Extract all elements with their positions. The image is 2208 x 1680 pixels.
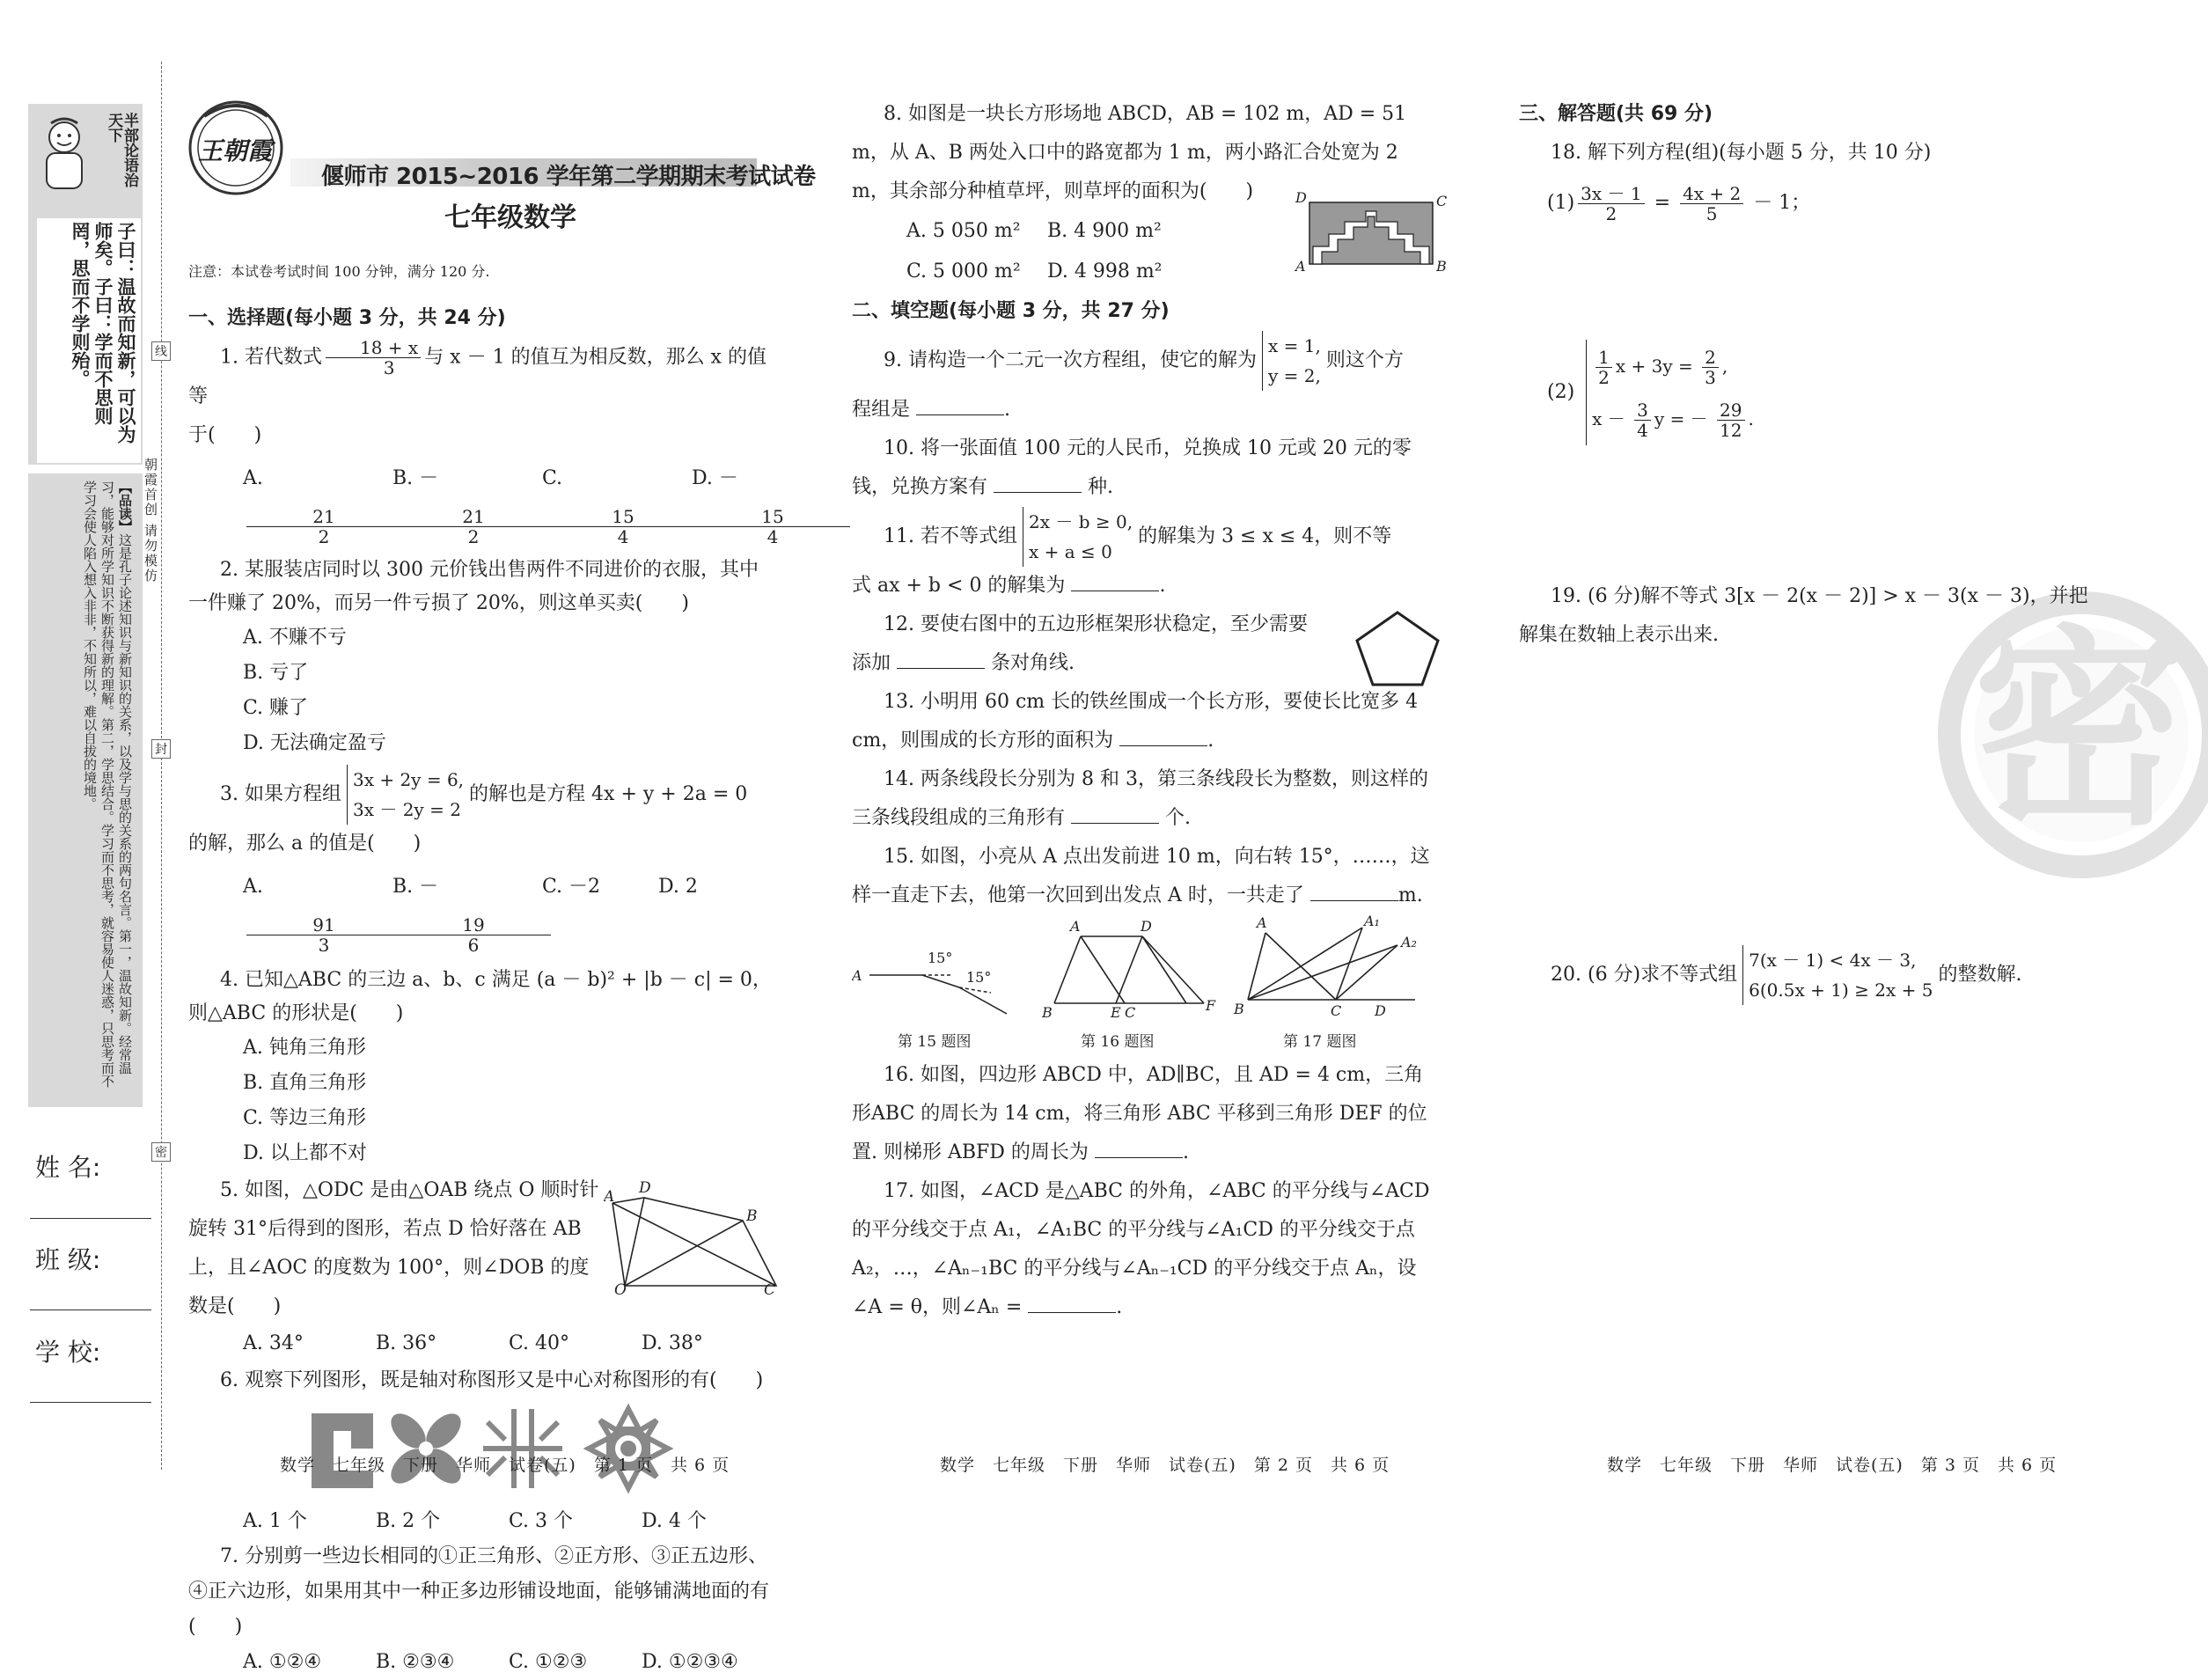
q18-1-eq: =: [1654, 192, 1671, 214]
q11-eq2: x + a ≤ 0: [1028, 541, 1112, 562]
sidebar-reading: [37, 481, 134, 1097]
school-line[interactable]: [30, 1402, 151, 1403]
q11-answer-blank[interactable]: [1071, 571, 1159, 591]
q1-option-d[interactable]: [692, 455, 841, 550]
frac-num: 15: [695, 507, 850, 527]
svg-text:C: C: [1436, 193, 1448, 209]
question-15: [852, 838, 1441, 915]
section3-heading: 三、解答题(共 69 分): [1519, 103, 1713, 125]
question-5: 5. 如图，△ODC 是由△OAB 绕点 O 顺时针旋转 31°后得到的图形，若点 D 恰好落在 AB 上，且∠AOC 的度数为 100°，则∠DOB 的度数是( ): [188, 1179, 599, 1317]
q20-eq2: 6(0.5x + 1) ≥ 2x + 5: [1749, 979, 1933, 1001]
q9-eq2: y = 2,: [1268, 365, 1321, 386]
q1-option-a[interactable]: [243, 455, 392, 550]
q6-option-b[interactable]: B. 2 个: [376, 1509, 441, 1532]
frac-den: 3: [318, 934, 330, 956]
q10-answer-blank[interactable]: [994, 473, 1082, 493]
mascot-icon: [33, 116, 95, 195]
q1-text-a: 1. 若代数式: [220, 346, 322, 369]
q5-option-c[interactable]: C. 40°: [509, 1332, 570, 1354]
name-label: 姓 名:: [35, 1153, 101, 1182]
frac: [1634, 400, 1651, 440]
q1-frac-num: 18 + x: [326, 338, 421, 358]
sidebar-banner: 半部论语治天下: [105, 113, 138, 187]
q9-text-c: 程组是: [852, 399, 911, 421]
frac-den: 2: [318, 525, 330, 547]
svg-text:D: D: [639, 1179, 651, 1197]
q6-figure-1: [312, 1413, 373, 1488]
q14-text-a: 14. 两条线段长分别为 8 和 3，第三条线段长为整数，则这样的三条线段组成的三角形有: [852, 768, 1428, 829]
q13-text-a: 13. 小明用 60 cm 长的铁丝围成一个长方形，要使长比宽多 4 cm，则围成的长方形的面积为: [852, 691, 1419, 752]
q5-option-d[interactable]: D. 38°: [642, 1332, 703, 1354]
q4-option-b[interactable]: B. 直角三角形: [243, 1072, 367, 1094]
q15-answer-blank[interactable]: [1310, 881, 1398, 901]
seal-mark-1: 线: [151, 341, 171, 361]
q7-option-a[interactable]: A. ①②④: [243, 1650, 322, 1673]
q15-caption: 第 15 题图: [898, 1033, 972, 1051]
q7-options: [188, 1645, 774, 1680]
q12-text-c: 条对角线.: [991, 652, 1075, 674]
logo-text: 王朝霞: [197, 136, 272, 165]
q18-part-1: [1519, 172, 2091, 234]
q3-text-c: 的解，那么 a 的值是( ): [188, 833, 422, 855]
question-1: [188, 338, 774, 416]
question-4: 4. 已知△ABC 的三边 a、b、c 满足 (a － b)² + |b － c| = 0，则△ABC 的形状是( ): [188, 969, 772, 1024]
q1-frac-den: 3: [383, 357, 395, 378]
svg-text:15°: 15°: [966, 969, 992, 986]
frac-num: 19: [396, 915, 551, 935]
q11-text-d: .: [1159, 575, 1166, 597]
frac-num: 15: [546, 507, 701, 527]
q6-option-a[interactable]: A. 1 个: [243, 1509, 307, 1532]
r1-tail: ,: [1721, 356, 1728, 377]
frac-den: 4: [767, 525, 779, 547]
q17-answer-blank[interactable]: [1028, 1293, 1116, 1313]
q6-option-d[interactable]: D. 4 个: [642, 1509, 707, 1532]
sidebar-quote: 子曰：温故而知新，可以为师矣。子曰：学而不思则罔，思而不学则殆。: [37, 218, 141, 463]
frac: [1595, 348, 1612, 387]
q18-1-tail: － 1；: [1753, 192, 1811, 214]
q3-text-a: 3. 如果方程组: [220, 783, 341, 805]
frac: [1717, 400, 1744, 440]
svg-text:F: F: [1206, 997, 1216, 1014]
option-prefix: A.: [243, 467, 263, 489]
option-fraction: [246, 915, 396, 955]
svg-text:A: A: [1070, 919, 1081, 935]
q9-text-a: 9. 请构造一个二元一次方程组，使它的解为: [884, 349, 1257, 371]
q8-option-c[interactable]: C. 5 000 m²: [906, 260, 1021, 282]
q9-text-b: 则这个方: [1325, 349, 1404, 371]
q3-option-b[interactable]: [392, 863, 542, 958]
seal-mark-2: 封: [151, 739, 171, 759]
frac-den: 4: [1637, 420, 1648, 441]
r2-text-b: y = －: [1654, 408, 1708, 429]
svg-text:15°: 15°: [928, 950, 953, 966]
question-18: 18. 解下列方程(组)(每小题 5 分，共 10 分): [1551, 142, 1932, 164]
q5-option-a[interactable]: A. 34°: [243, 1332, 304, 1354]
q16-figure: [1037, 919, 1221, 1024]
footer-page-3: 数学 七年级 下册 华师 试卷(五) 第 3 页 共 6 页: [1607, 1456, 2058, 1475]
svg-text:A: A: [1295, 258, 1306, 275]
q15-text-a: 15. 如图，小亮从 A 点出发前进 10 m，向右转 15°，……，这样一直走下去，他第一次回到出发点 A 时，一共走了: [852, 846, 1430, 906]
exam-note: 注意：本试卷考试时间 100 分钟，满分 120 分.: [188, 263, 490, 280]
r2-text-a: x －: [1592, 408, 1625, 429]
q3-options: [188, 863, 774, 958]
column-3: [1519, 95, 2091, 1005]
frac-num: 1: [1595, 348, 1612, 368]
svg-text:B: B: [1042, 1004, 1053, 1021]
q6-options: [188, 1504, 774, 1539]
q11-line2: [852, 567, 1441, 605]
q8-option-d[interactable]: D. 4 998 m²: [1047, 260, 1163, 282]
q17-caption: 第 17 题图: [1283, 1033, 1357, 1051]
q10-text-b: 种.: [1088, 476, 1114, 498]
q18-2-row1: [1592, 340, 1754, 392]
frac-den: 5: [1706, 202, 1718, 224]
q9-answer-blank[interactable]: [916, 395, 1004, 415]
q8-options: [852, 211, 1311, 292]
school-label: 学 校:: [35, 1338, 101, 1367]
class-label: 班 级:: [35, 1245, 101, 1274]
q12-pentagon: [1353, 609, 1441, 688]
q15-figure: [852, 922, 1028, 1019]
q2-options: [188, 620, 771, 761]
q18-part-2: [1519, 340, 2091, 445]
q12-text-b: 添加: [852, 652, 891, 674]
q17-text-a: 17. 如图，∠ACD 是△ABC 的外角，∠ABC 的平分线与∠ACD 的平分线交于点 A₁，∠A₁BC 的平分线与∠A₁CD 的平分线交于点 A₂，…，∠Aₙ₋₁BC 的平分线与∠Aₙ₋₁CD 的平分线交于点 Aₙ，设∠A = θ，则∠Aₙ =: [852, 1180, 1430, 1318]
frac-den: 3: [1705, 367, 1716, 388]
svg-text:A: A: [1257, 915, 1267, 931]
q4-option-a[interactable]: A. 钝角三角形: [243, 1037, 366, 1059]
q3-text-b: 的解也是方程 4x + y + 2a = 0: [469, 783, 748, 805]
q11-system: [1023, 507, 1133, 567]
frac-den: 12: [1720, 420, 1742, 441]
q7-option-c[interactable]: C. ①②③: [509, 1650, 588, 1673]
svg-text:D: D: [1141, 919, 1152, 935]
option-fraction: [695, 507, 845, 547]
q6-figure-2: [385, 1407, 467, 1490]
svg-text:A: A: [604, 1188, 615, 1206]
q16-answer-blank[interactable]: [1095, 1138, 1183, 1158]
q11-text-c: 式 ax + b < 0 的解集为: [852, 575, 1066, 597]
svg-text:C: C: [1331, 1002, 1342, 1019]
q3-option-a[interactable]: [243, 863, 392, 958]
svg-text:B: B: [1436, 258, 1447, 275]
q5-figure: [604, 1171, 780, 1295]
frac-num: 2: [1702, 348, 1719, 368]
q9-text-d: .: [1004, 399, 1011, 421]
svg-text:D: D: [1295, 190, 1307, 206]
svg-text:E: E: [1111, 1004, 1121, 1021]
sidebar: [28, 104, 143, 1116]
q1-options: [188, 455, 784, 550]
q4-option-c[interactable]: C. 等边三角形: [243, 1107, 367, 1129]
q1-option-b[interactable]: [392, 455, 542, 550]
q2-option-d[interactable]: D. 无法确定盈亏: [243, 732, 386, 754]
q7-option-b[interactable]: B. ②③④: [376, 1650, 455, 1673]
q8-option-b[interactable]: B. 4 900 m²: [1047, 220, 1162, 242]
q1-fraction: [326, 338, 421, 378]
svg-text:A₁: A₁: [1364, 915, 1380, 929]
q3-option-d[interactable]: D. 2: [658, 876, 698, 898]
r1-text: x + 3y =: [1615, 356, 1693, 377]
q9-line2: [852, 391, 1441, 429]
q3-system: [347, 765, 464, 825]
q13-text-b: .: [1207, 730, 1214, 752]
q18-2-row2: [1592, 392, 1754, 445]
vertical-note: 朝霞首创 请勿模仿: [143, 458, 158, 583]
frac-den: 2: [467, 525, 480, 547]
q16-caption: 第 16 题图: [1081, 1033, 1155, 1051]
q6-figure-4: [589, 1409, 668, 1488]
svg-text:B: B: [1234, 1001, 1244, 1017]
frac-num: 4x + 2: [1680, 184, 1743, 204]
frac-num: 21: [246, 507, 401, 527]
q17-figure: [1230, 915, 1433, 1030]
q16-text-b: .: [1182, 1141, 1189, 1163]
exam-title: 偃师市 2015~2016 学年第二学期期末考试试卷: [321, 164, 816, 190]
q8-figure: [1292, 190, 1450, 278]
q5-option-b[interactable]: B. 36°: [376, 1332, 437, 1354]
q19-answer-space[interactable]: [1519, 655, 2091, 945]
frac-num: 29: [1717, 400, 1744, 421]
q18-1-prefix: (1): [1547, 192, 1575, 214]
q1-option-c[interactable]: [542, 455, 692, 550]
q18-2-prefix: (2): [1547, 381, 1575, 403]
q2-option-b[interactable]: B. 亏了: [243, 662, 309, 684]
q8-option-a[interactable]: A. 5 050 m²: [906, 220, 1021, 242]
svg-text:C: C: [1125, 1004, 1136, 1021]
frac-num: 21: [396, 507, 551, 527]
q3-option-c[interactable]: C. －2: [542, 876, 601, 898]
name-line[interactable]: [30, 1218, 151, 1219]
svg-text:A: A: [852, 967, 862, 984]
q5-options: [188, 1326, 774, 1361]
q18-1-frac-left: [1578, 184, 1644, 224]
q9-system: [1262, 331, 1321, 391]
frac-den: 2: [1605, 202, 1617, 224]
column-2: [852, 95, 1448, 1327]
question-16: [852, 1056, 1441, 1172]
section1-heading: 一、选择题(每小题 3 分，共 24 分): [188, 307, 506, 329]
q18-answer-space-2[interactable]: [1519, 445, 2091, 577]
frac-num: 3: [1634, 400, 1651, 421]
q20-system: [1742, 945, 1933, 1005]
q3-eq1: 3x + 2y = 6,: [352, 769, 465, 790]
option-prefix: A.: [243, 876, 263, 898]
question-10: [852, 429, 1441, 507]
question-19: 19. (6 分)解不等式 3[x － 2(x － 2)] > x － 3(x － 3)，并把解集在数轴上表示出来.: [1519, 585, 2088, 646]
question-12: [852, 605, 1345, 644]
q9-eq1: x = 1,: [1268, 335, 1321, 356]
q20-eq1: 7(x － 1) < 4x － 3,: [1749, 950, 1917, 971]
q11-text-b: 的解集为 3 ≤ x ≤ 4，则不等: [1138, 525, 1392, 547]
frac-den: 4: [617, 525, 629, 547]
q20-text-a: 20. (6 分)求不等式组: [1551, 964, 1738, 986]
q6-figures: [303, 1400, 681, 1497]
sidebar-reading-label: 【品读】: [117, 481, 133, 533]
q3-eq2: 3x － 2y = 2: [352, 799, 461, 820]
svg-text:C: C: [764, 1281, 776, 1295]
q6-figure-3: [483, 1409, 562, 1488]
q13-answer-blank[interactable]: [1119, 726, 1207, 746]
seal-mark-3: 密: [151, 1142, 171, 1162]
exam-subject: 七年级数学: [444, 202, 576, 233]
svg-text:O: O: [614, 1281, 627, 1295]
q1-text-b: 与 x － 1 的值互为相反数，那么 x 的值等: [188, 346, 767, 407]
question-17: [852, 1172, 1441, 1327]
frac-num: 91: [246, 915, 401, 935]
question-8: 8. 如图是一块长方形场地 ABCD，AB = 102 m，AD = 51 m，从 A、B 两处入口中的路宽都为 1 m，两小路汇合处宽为 2 m，其余部分种植草坪，则草坪的面积为( ): [852, 103, 1407, 202]
question-13: [852, 683, 1441, 760]
q15-text-b: m.: [1397, 884, 1423, 906]
q14-answer-blank[interactable]: [1071, 803, 1159, 824]
q16-text-a: 16. 如图，四边形 ABCD 中，AD∥BC，且 AD = 4 cm，三角形ABC 的周长为 14 cm，将三角形 ABC 平移到三角形 DEF 的位置. 则梯形 ABFD 的周长为: [852, 1064, 1427, 1163]
question-14: [852, 760, 1441, 838]
frac-den: 6: [467, 934, 480, 956]
q2-option-c[interactable]: C. 赚了: [243, 697, 309, 719]
option-fraction: [396, 915, 546, 955]
option-prefix: B. －: [392, 876, 439, 898]
option-fraction: [396, 507, 546, 547]
question-20: [1519, 945, 2091, 1005]
q20-text-b: 的整数解.: [1938, 964, 2022, 986]
frac: [1702, 348, 1719, 387]
question-6: 6. 观察下列图形，既是轴对称图形又是中心对称图形的有( ): [220, 1369, 764, 1391]
q18-answer-space-1[interactable]: [1519, 234, 2091, 340]
option-fraction: [546, 507, 695, 547]
q4-options: [188, 1031, 771, 1171]
q14-text-b: 个.: [1165, 807, 1192, 829]
question-3: [188, 765, 774, 825]
q12-answer-blank[interactable]: [897, 649, 985, 669]
option-prefix: B. －: [392, 467, 439, 489]
q11-text-a: 11. 若不等式组: [884, 525, 1017, 547]
frac-num: 3x － 1: [1578, 184, 1644, 204]
q2-option-a[interactable]: A. 不赚不亏: [243, 627, 347, 649]
q12-text-a: 12. 要使右图中的五边形框架形状稳定，至少需要: [884, 613, 1308, 635]
svg-text:A₂: A₂: [1401, 934, 1417, 950]
q11-eq1: 2x － b ≥ 0,: [1028, 511, 1133, 532]
frac-den: 2: [1598, 367, 1610, 388]
q4-option-d[interactable]: D. 以上都不对: [243, 1142, 367, 1164]
q18-1-frac-right: [1680, 184, 1743, 224]
svg-text:D: D: [1375, 1002, 1386, 1019]
q7-option-d[interactable]: D. ①②③④: [642, 1650, 738, 1673]
section2-heading: 二、填空题(每小题 3 分，共 27 分): [852, 300, 1170, 322]
question-11: [852, 507, 1441, 567]
q6-option-c[interactable]: C. 3 个: [509, 1509, 574, 1532]
question-2: 2. 某服装店同时以 300 元价钱出售两件不同进价的衣服，其中一件赚了 20%，而另一件亏损了 20%，则这单买卖( ): [188, 559, 759, 614]
footer-page-1: 数学 七年级 下册 华师 试卷(五) 第 1 页 共 6 页: [280, 1456, 730, 1475]
cut-line: [161, 62, 162, 1470]
option-prefix: D. －: [692, 467, 738, 489]
q1-text-c: 于( ): [188, 424, 262, 446]
svg-text:B: B: [746, 1207, 758, 1225]
option-fraction: [246, 507, 396, 547]
question-9: [852, 331, 1441, 391]
question-7: 7. 分别剪一些边长相同的①正三角形、②正方形、③正五边形、④正六边形，如果用其中一种正多边形铺设地面，能够铺满地面的有( ): [188, 1544, 770, 1638]
watermark-text: 密: [1973, 607, 2185, 854]
q10-text-a: 10. 将一张面值 100 元的人民币，兑换成 10 元或 20 元的零钱，兑换方案有: [852, 437, 1412, 498]
option-prefix: C.: [542, 467, 563, 489]
r2-tail: .: [1748, 408, 1754, 429]
sidebar-reading-text: 这是孔子论述知识与新知识的关系，以及学与思的关系的两句名言。第一，温故知新。经常温习，能够对所学知识不断获得新的理解。第二，学思结合。学习而不思考，就容易使人迷惑，只思考而不学习会使人陷入想入非非，不知所以，难以自拔的境地。: [82, 481, 133, 1088]
footer-page-2: 数学 七年级 下册 华师 试卷(五) 第 2 页 共 6 页: [940, 1456, 1390, 1475]
q18-2-system: [1586, 340, 1754, 445]
q17-text-b: .: [1116, 1296, 1123, 1318]
